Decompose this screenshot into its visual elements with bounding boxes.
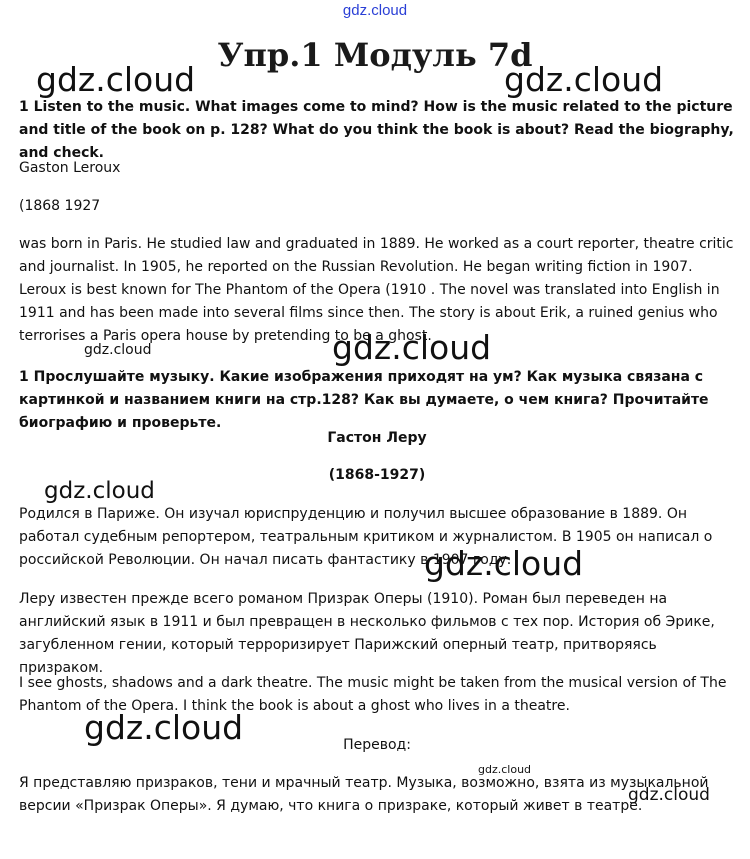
author-name-english: Gaston Leroux xyxy=(19,160,121,176)
author-years-english: (1868 1927 xyxy=(19,198,101,214)
answer-russian: Я представляю призраков, тени и мрачный театр. Музыка, возможно, взята из музыкальной версии «Призрак Оперы». Я думаю, что книга о призраке, который живет в театре. xyxy=(19,775,709,814)
biography-russian-part2: Леру известен прежде всего романом Призрак Оперы (1910). Роман был переведен на английский язык в 1911 и был превращен в несколько фильмов с тех пор. История об Эрике, загубленном гении, который терроризирует Парижский оперный театр, притворяясь призраком. xyxy=(19,591,715,676)
watermark: gdz.cloud xyxy=(628,785,710,805)
header-watermark: gdz.cloud xyxy=(342,2,408,19)
watermark: gdz.cloud xyxy=(504,60,664,99)
watermark: gdz.cloud xyxy=(332,328,492,367)
biography-russian-part1: Родился в Париже. Он изучал юриспруденцию и получил высшее образование в 1889. Он работал судебным репортером, театральным критиком и журналистом. В 1905 он написал о российской Революции. Он начал писать фантастику в 1907 году. xyxy=(19,506,713,568)
watermark: gdz.cloud xyxy=(84,708,244,747)
page-title: Упр.1 Модуль 7d xyxy=(217,36,533,74)
author-years-russian: (1868-1927) xyxy=(328,467,426,483)
task-english: 1 Listen to the music. What images come to mind? How is the music related to the picture and title of the book on p. 128? What do you think the book is about? Read the biography, and check. xyxy=(19,99,734,161)
watermark: gdz.cloud xyxy=(44,478,155,504)
translation-label: Перевод: xyxy=(343,737,411,753)
watermark: gdz.cloud xyxy=(478,763,532,776)
biography-english: was born in Paris. He studied law and graduated in 1889. He worked as a court reporter, theatre critic and journalist. In 1905, he reported on the Russian Revolution. He began writing fiction in 1907. Leroux is best known for The Phantom of the Opera (1910 . The novel was translated into English in 1911 and has been made into several films since then. The story is about Erik, a ruined genius who terrorises a Paris opera house by pretending to be a ghost. xyxy=(19,236,734,344)
watermark: gdz.cloud xyxy=(36,60,196,99)
task-russian: 1 Прослушайте музыку. Какие изображения приходят на ум? Как музыка связана с картинкой и названием книги на стр.128? Как вы думаете, о чем книга? Прочитайте биографию и проверьте. xyxy=(19,369,709,431)
author-name-russian: Гастон Леру xyxy=(327,430,427,446)
watermark: gdz.cloud xyxy=(424,544,584,583)
watermark: gdz.cloud xyxy=(84,342,152,358)
answer-english: I see ghosts, shadows and a dark theatre. The music might be taken from the musical version of The Phantom of the Opera. I think the book is about a ghost who lives in a theatre. xyxy=(19,675,727,714)
